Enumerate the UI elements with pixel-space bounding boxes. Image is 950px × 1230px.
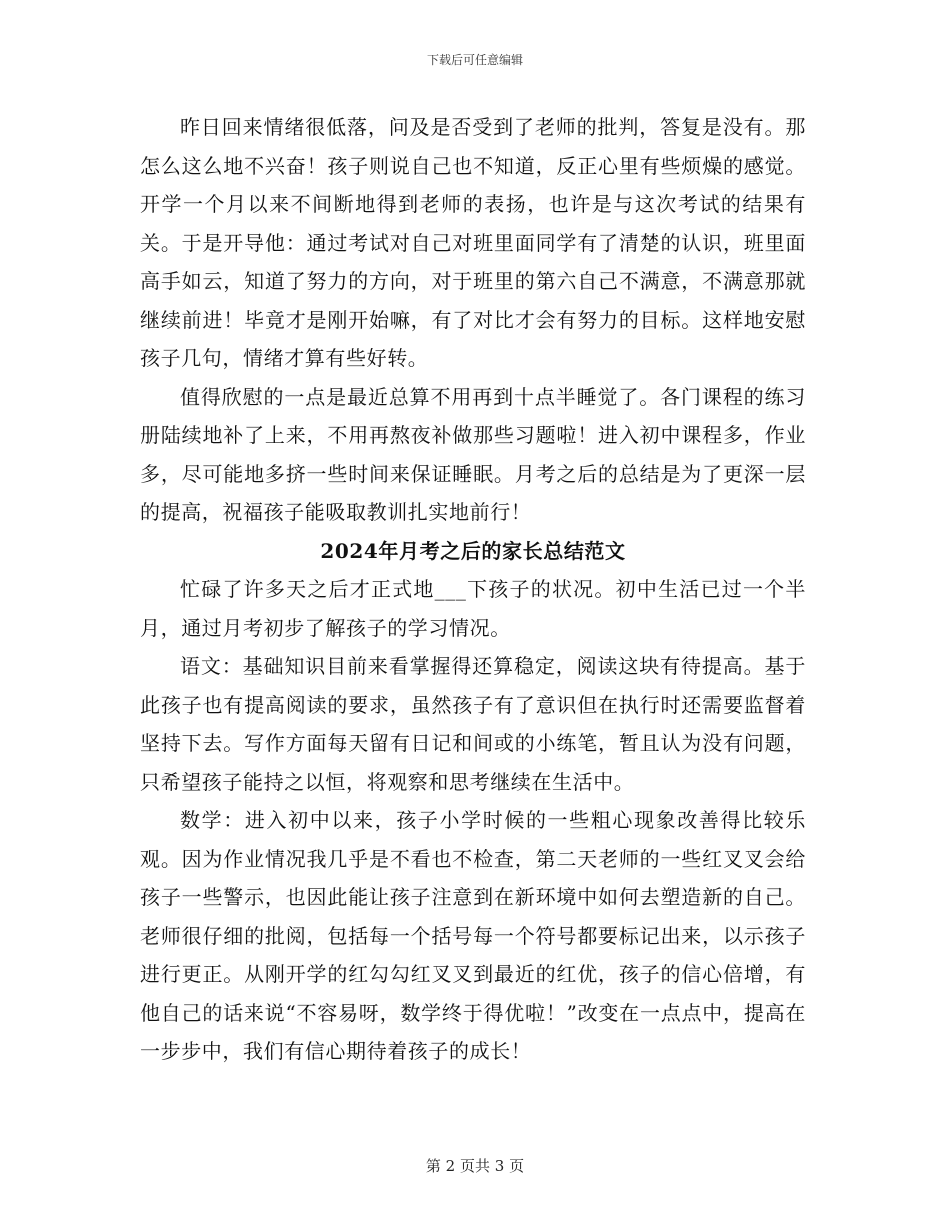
section-title: 2024年月考之后的家长总结范文: [320, 538, 626, 563]
paragraph-mood-after-exam: 昨日回来情绪很低落，问及是否受到了老师的批判，答复是没有。那怎么这么地不兴奋！孩子则说自己也不知道，反正心里有些烦燥的感觉。开学一个月以来不间断地得到老师的表扬，也许是与这次考试的结果有关。于是开导他：通过考试对自己对班里面同学有了清楚的认识，班里面高手如云，知道了努力的方向，对于班里的第六自己不满意，不满意那就继续前进！毕竟才是刚开始嘛，有了对比才会有努力的目标。这样地安慰孩子几句，情绪才算有些好转。: [140, 115, 806, 370]
page-header-note: 下载后可任意编辑: [426, 53, 523, 67]
paragraph-math-subject: 数学：进入初中以来，孩子小学时候的一些粗心现象改善得比较乐观。因为作业情况我几乎是不看也不检查，第二天老师的一些红叉叉会给孩子一些警示，也因此能让孩子注意到在新环境中如何去塑造新的自己。老师很仔细的批阅，包括每一个括号每一个符号都要标记出来，以示孩子进行更正。从刚开学的红勾勾红叉叉到最近的红优，孩子的信心倍增，有他自己的话来说“不容易呀，数学终于得优啦！”改变在一点点中，提高在一步步中，我们有信心期待着孩子的成长！: [140, 808, 806, 1063]
document-body: [140, 108, 806, 1071]
paragraph-sleep-and-homework: 值得欣慰的一点是最近总算不用再到十点半睡觉了。各门课程的练习册陆续地补了上来，不用再熬夜补做那些习题啦！进入初中课程多，作业多，尽可能地多挤一些时间来保证睡眠。月考之后的总结是为了更深一层的提高，祝福孩子能吸取教训扎实地前行！: [140, 384, 806, 524]
paragraph-chinese-subject: 语文：基础知识目前来看掌握得还算稳定，阅读这块有待提高。基于此孩子也有提高阅读的要求，虽然孩子有了意识但在执行时还需要监督着坚持下去。写作方面每天留有日记和间或的小练笔，暂且认为没有问题，只希望孩子能持之以恒，将观察和思考继续在生活中。: [140, 654, 806, 794]
page-number: 第 2 页共 3 页: [425, 1157, 525, 1175]
paragraph-intro: 忙碌了许多天之后才正式地___下孩子的状况。初中生活已过一个半月，通过月考初步了解孩子的学习情况。: [140, 577, 806, 640]
